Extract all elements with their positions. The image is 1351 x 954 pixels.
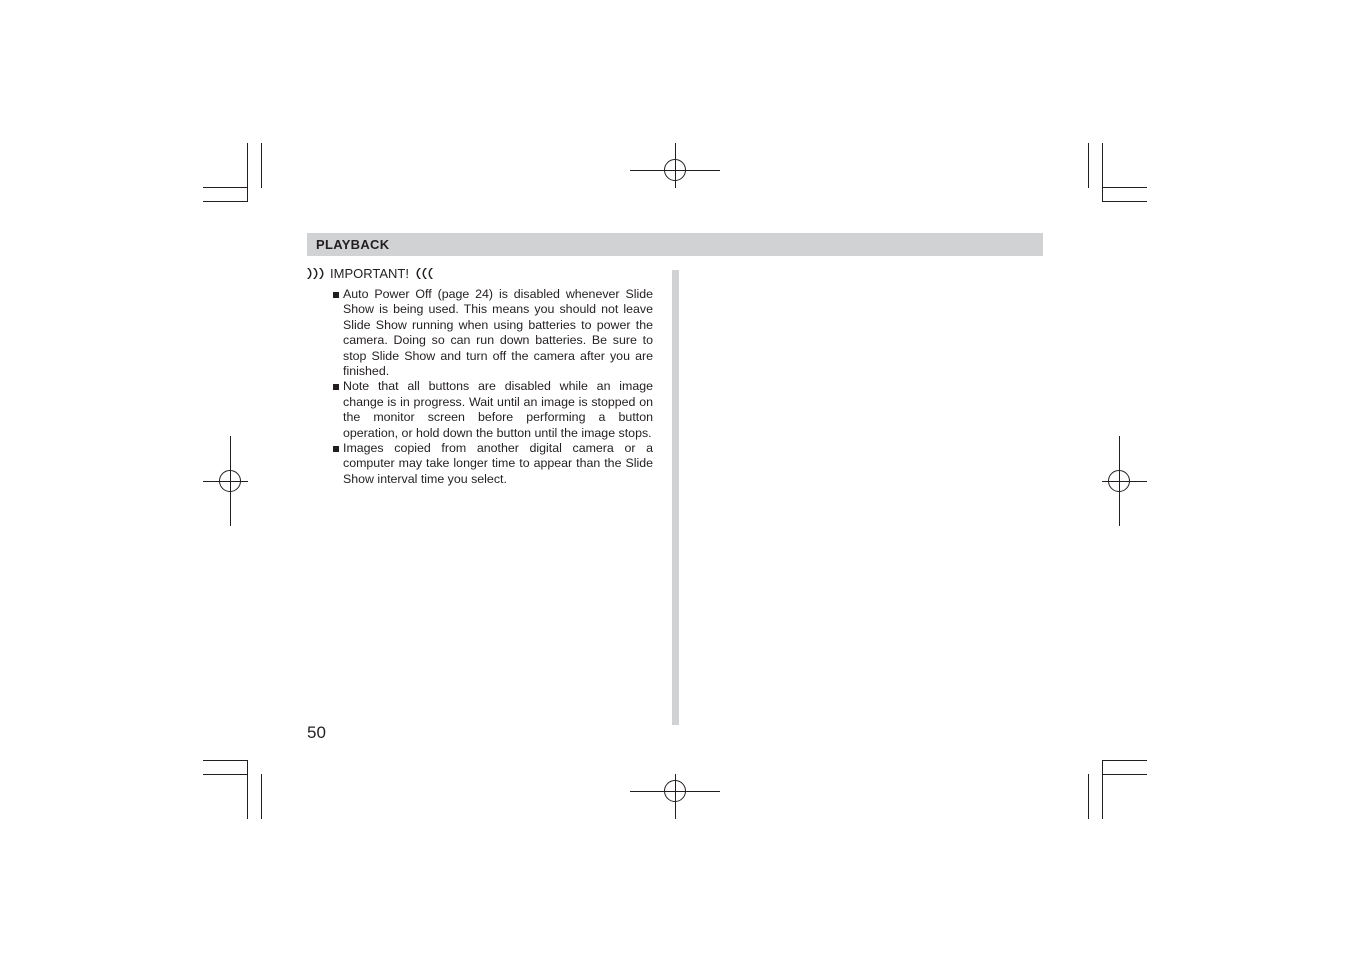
important-bullet-list (333, 287, 653, 487)
important-label: IMPORTANT! (330, 266, 409, 281)
list-item (333, 441, 653, 487)
section-title: PLAYBACK (316, 237, 390, 252)
triple-arrow-left-icon (414, 268, 433, 279)
section-header-bar (307, 233, 1043, 256)
square-bullet-icon (333, 292, 339, 298)
bullet-text: Note that all buttons are disabled while an image change is in progress. Wait until an image is stopped on the monitor screen before performing a button operation, or hold down the button until the image stops. (343, 379, 653, 440)
square-bullet-icon (333, 446, 339, 452)
list-item (333, 379, 653, 441)
page-number: 50 (307, 723, 326, 742)
important-notice-heading (307, 266, 433, 281)
triple-arrow-right-icon (307, 268, 326, 279)
bullet-text: Images copied from another digital camera or a computer may take longer time to appear than the Slide Show interval time you select. (343, 441, 653, 486)
column-divider (672, 270, 679, 725)
square-bullet-icon (333, 384, 339, 390)
bullet-text: Auto Power Off (page 24) is disabled whenever Slide Show is being used. This means you should not leave Slide Show running when using batteries to power the camera. Doing so can run down batteries. Be sure to stop Slide Show and turn off the camera after you are finished. (343, 287, 653, 379)
list-item (333, 287, 653, 379)
